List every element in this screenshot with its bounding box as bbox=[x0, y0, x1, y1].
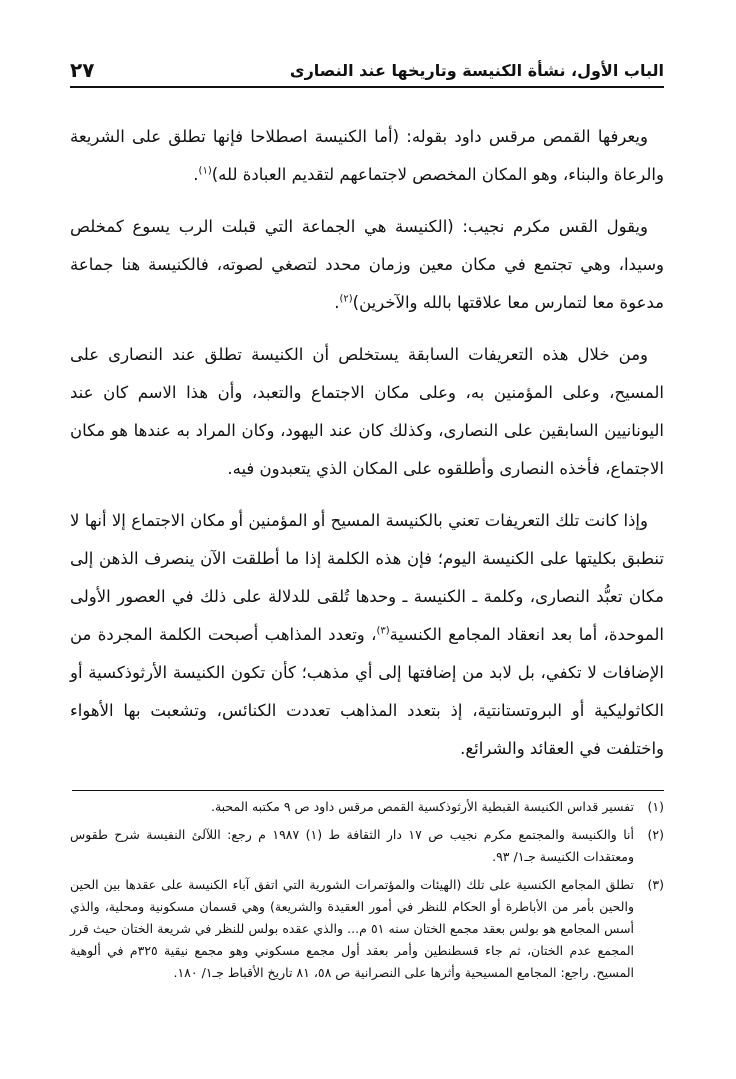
footnote-text: تفسير قداس الكنيسة القبطية الأرثوذكسية القمص مرقس داود ص ٩ مكتبه المحبة. bbox=[210, 799, 634, 814]
footnote-ref-2: (٢) bbox=[339, 293, 353, 305]
footnote-ref-1: (١) bbox=[198, 165, 212, 177]
paragraph-text: ويقول القس مكرم نجيب: (الكنيسة هي الجماعة التي قبلت الرب يسوع كمخلص وسيدا، وهي تجتمع في مكان معين وزمان محدد لتصغي لصوته، فالكنيسة هنا جماعة مدعوة معا لتمارس معا علاقتها بالله والآخرين) bbox=[70, 217, 664, 312]
header-divider bbox=[70, 86, 664, 88]
footnote-number: (٢) bbox=[647, 827, 664, 842]
paragraph-4 bbox=[70, 502, 664, 768]
footnote-divider bbox=[72, 790, 664, 791]
footnote-ref-3: (٣) bbox=[376, 625, 390, 637]
page-number: ٢٧ bbox=[70, 58, 95, 82]
paragraph-2 bbox=[70, 208, 664, 322]
paragraph-tail: . bbox=[193, 165, 199, 184]
footnote-2 bbox=[70, 824, 664, 868]
footnote-1 bbox=[70, 796, 664, 818]
footnotes bbox=[70, 796, 664, 990]
footnote-text: أنا والكنيسة والمجتمع مكرم نجيب ص ١٧ دار الثقافة ط (١) ١٩٨٧ م رجع: اللآلئ النفيسة شرح طقوس ومعتقدات الكنيسة جـ١/ ٩٣. bbox=[70, 827, 634, 864]
chapter-title: الباب الأول، نشأة الكنيسة وتاريخها عند النصارى bbox=[289, 61, 664, 80]
paragraph-text: ومن خلال هذه التعريفات السابقة يستخلص أن الكنيسة تطلق عند النصارى على المسيح، وعلى المؤمنين به، وعلى مكان الاجتماع والتعبد، وأن هذا الاسم كان عند اليونانيين السابقين على النصارى، وكذلك كان عند اليهود، وكان المراد به عندها هو مكان الاجتماع، فأخذه النصارى وأطلقوه على المكان الذي يتعبدون فيه. bbox=[70, 345, 664, 478]
footnote-3 bbox=[70, 874, 664, 984]
paragraph-text: وإذا كانت تلك التعريفات تعني بالكنيسة المسيح أو المؤمنين أو مكان الاجتماع إلا أنها لا تنطبق بكليتها على الكنيسة اليوم؛ فإن هذه الكلمة إذا ما أطلقت الآن ينصرف الذهن إلى مكان تعبُّد النصارى، وكلمة ـ الكنيسة ـ وحدها تُلقى للدلالة على ذلك في العصور الأولى الموحدة، أما بعد انعقاد المجامع الكنسية bbox=[70, 511, 664, 644]
paragraph-tail: ، وتعدد المذاهب أصبحت الكلمة المجردة من الإضافات لا تكفي، بل لابد من إضافتها إلى أي مذهب؛ كأن تكون الكنيسة الأرثوذكسية أو الكاثوليكية أو البروتستانتية، إذ بتعدد المذاهب تعددت الكنائس، وتشعبت بها الأهواء واختلفت في العقائد والشرائع. bbox=[70, 625, 664, 758]
main-text bbox=[70, 118, 664, 780]
paragraph-1 bbox=[70, 118, 664, 194]
footnote-number: (٣) bbox=[647, 877, 664, 892]
footnote-text: تطلق المجامع الكنسية على تلك (الهيئات والمؤتمرات الشورية التي اتفق آباء الكنيسة على عقدها بين الحين والحين بأمر من الأباطرة أو الحكام للنظر في أمور العقيدة والشريعة) وهي قسمان مسكونية ومحلية، والذي أسس المجامع هو بولس بعقد مجمع الختان سنه ٥١ م... والذي عقده بولس للنظر في شريعة الختان حيث قرر المجمع عدم الختان، ثم جاء قسطنطين وأمر بعقد أول مجمع مسكوني وهو مجمع نيقية ٣٢٥م في ألوهية المسيح. راجع: المجامع المسيحية وأثرها على النصرانية ص ٥٨، ٨١ تاريخ الأقباط جـ١/ ١٨٠. bbox=[70, 877, 634, 980]
running-header bbox=[70, 50, 664, 84]
paragraph-text: ويعرفها القمص مرقس داود بقوله: (أما الكنيسة اصطلاحا فإنها تطلق على الشريعة والرعاة والبناء، وهو المكان المخصص لاجتماعهم لتقديم العبادة لله) bbox=[70, 127, 664, 184]
footnote-number: (١) bbox=[647, 799, 664, 814]
paragraph-3 bbox=[70, 336, 664, 488]
paragraph-tail: . bbox=[334, 293, 340, 312]
